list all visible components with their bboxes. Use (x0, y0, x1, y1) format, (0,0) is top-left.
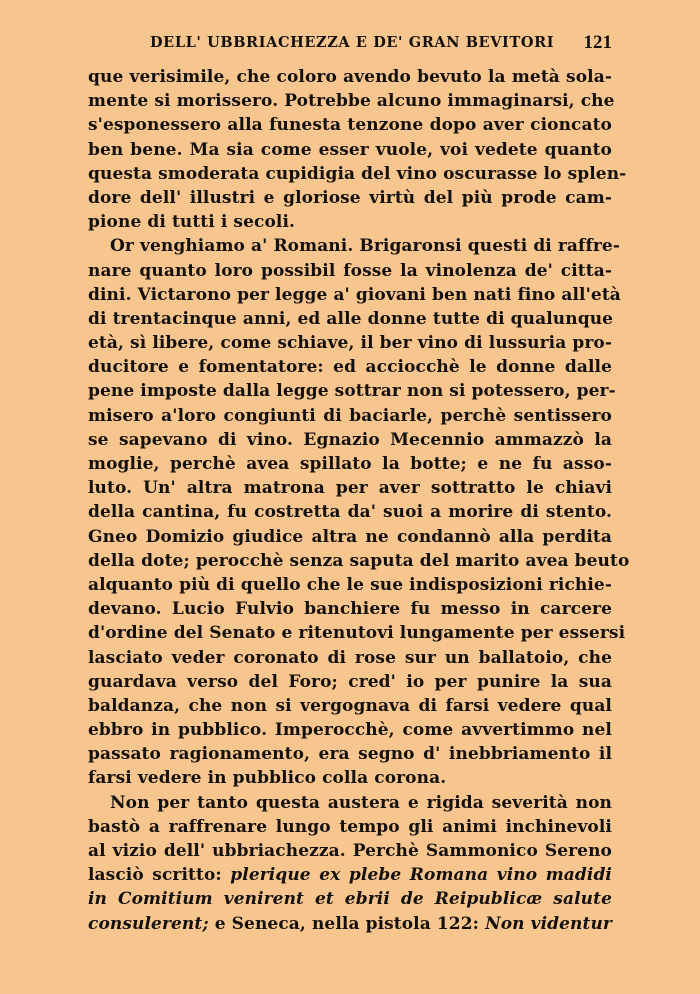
text-line: nare quanto loro possibil fosse la vinolenza de' citta- (88, 260, 612, 281)
text-line: bastò a raffrenare lungo tempo gli animi inchinevoli (88, 816, 612, 837)
text-line: luto. Un' altra matrona per aver sottratto le chiavi (88, 478, 612, 499)
text-line: guardava verso del Foro; cred' io per punire la sua (88, 671, 612, 692)
latin-quote-line: in Comitium venirent et ebrii de Reipublicæ salute (88, 889, 612, 910)
text-line: s'esponessero alla funesta tenzone dopo aver cioncato (88, 115, 612, 136)
text-line: alquanto più di quello che le sue indisposizioni richie- (88, 574, 612, 595)
text-line: baldanza, che non si vergognava di farsi vedere qual (88, 695, 612, 716)
latin-quote: consulerent; (88, 913, 209, 934)
text-line: devano. Lucio Fulvio banchiere fu messo in carcere (88, 599, 612, 620)
text-run: e Seneca, nella pistola 122: (208, 913, 486, 934)
latin-quote: plerique ex plebe Romana vino madidi (230, 865, 612, 886)
text-line: moglie, perchè avea spillato la botte; e ne fu asso- (88, 454, 612, 474)
text-run: lasciò scritto: (88, 865, 231, 886)
text-line: pene imposte dalla legge sottrar non si potessero, per- (88, 381, 616, 402)
text-line: questa smoderata cupidigia del vino oscurasse lo splen- (88, 163, 627, 184)
text-line: della cantina, fu costretta da' suoi a morire di stento. (88, 502, 612, 523)
text-line: que verisimile, che coloro avendo bevuto la metà sola- (88, 67, 612, 87)
text-line: ducitore e fomentatore: ed acciocchè le donne dalle (88, 357, 612, 378)
text-line: d'ordine del Senato e ritenutovi lungamente per essersi (88, 623, 626, 644)
text-line: se sapevano di vino. Egnazio Mecennio ammazzò la (88, 429, 612, 450)
text-line: della dote; perocchè senza saputa del marito avea beuto (88, 550, 630, 571)
text-line: Gneo Domizio giudice altra ne condannò alla perdita (88, 526, 612, 547)
text-line: dini. Victarono per legge a' giovani ben nati fino all'età (88, 284, 621, 305)
text-line: dore dell' illustri e gloriose virtù del più prode cam- (88, 187, 612, 208)
latin-quote: Non videntur (485, 913, 612, 934)
text-line (88, 863, 612, 887)
body-text (88, 65, 630, 936)
running-title: DELL' UBBRIACHEZZA E DE' GRAN BEVITORI (150, 34, 555, 51)
text-line: Non per tanto questa austera e rigida severità non (110, 792, 612, 813)
text-line: passato ragionamento, era segno d' inebbriamento il (88, 744, 612, 765)
text-line (88, 912, 612, 936)
text-line: misero a'loro congiunti di baciarle, perchè sentissero (88, 405, 612, 426)
text-line: mente si morissero. Potrebbe alcuno immaginarsi, che (88, 91, 615, 112)
text-line: di trentacinque anni, ed alle donne tutte di qualunque (88, 308, 614, 329)
text-line: ben bene. Ma sia come esser vuole, voi vedete quanto (88, 139, 612, 160)
text-line: Or venghiamo a' Romani. Brigaronsi questi di raffre- (110, 236, 621, 257)
text-line: pione di tutti i secoli. (88, 212, 296, 233)
text-line: al vizio dell' ubbriachezza. Perchè Sammonico Sereno (88, 841, 612, 861)
text-line: farsi vedere in pubblico colla corona. (88, 768, 447, 789)
text-line: lasciato veder coronato di rose sur un ballatoio, che (88, 647, 612, 668)
book-page (88, 32, 630, 934)
text-line: età, sì libere, come schiave, il ber vino di lussuria pro- (88, 333, 612, 354)
text-line: ebbro in pubblico. Imperocchè, come avvertimmo nel (88, 720, 612, 741)
page-number: 121 (583, 32, 612, 53)
page-header (88, 32, 612, 60)
